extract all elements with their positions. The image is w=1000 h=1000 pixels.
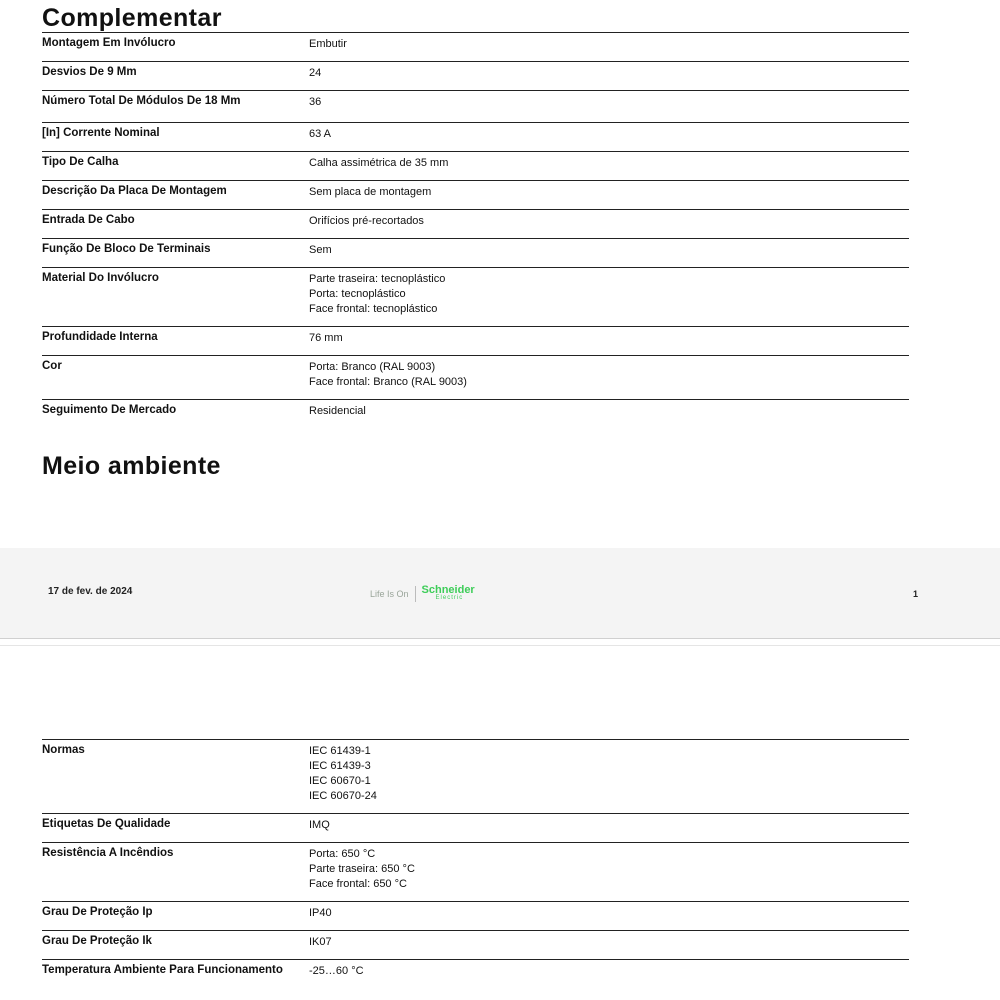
brand-name: Schneider — [421, 584, 475, 596]
schneider-logo — [422, 586, 475, 602]
spec-value-line: Sem — [309, 244, 332, 256]
page-divider-shadow — [0, 645, 1000, 646]
spec-label: Montagem Em Invólucro — [42, 37, 176, 49]
spec-label: Grau De Proteção Ik — [42, 935, 152, 947]
spec-row — [42, 32, 909, 61]
spec-label: Cor — [42, 360, 62, 372]
spec-value — [309, 66, 909, 83]
spec-value — [309, 95, 909, 115]
spec-label: Seguimento De Mercado — [42, 404, 177, 416]
spec-value-line: IMQ — [309, 819, 330, 831]
spec-value-line: 36 — [309, 96, 322, 108]
spec-table-meio-ambiente — [42, 739, 909, 999]
spec-value-line: 63 A — [309, 128, 332, 140]
brand-logo — [370, 585, 475, 603]
spec-value-line: IEC 61439-3 — [309, 760, 371, 772]
spec-row — [42, 842, 909, 901]
spec-value-line: Face frontal: 650 °C — [309, 878, 407, 890]
spec-label: Temperatura Ambiente Para Funcionamento — [42, 964, 283, 976]
page-number: 1 — [913, 589, 919, 599]
spec-row — [42, 267, 909, 326]
spec-row — [42, 326, 909, 355]
spec-value-line: Porta: 650 °C — [309, 848, 376, 860]
spec-value — [309, 127, 909, 144]
spec-value-line: IP40 — [309, 907, 332, 919]
spec-label: Tipo De Calha — [42, 156, 119, 168]
spec-row — [42, 209, 909, 238]
spec-label: Grau De Proteção Ip — [42, 906, 153, 918]
section-title-complementar: Complementar — [42, 4, 222, 32]
spec-label: Entrada De Cabo — [42, 214, 135, 226]
spec-row — [42, 930, 909, 959]
spec-label: Desvios De 9 Mm — [42, 66, 137, 78]
spec-table-complementar — [42, 32, 909, 428]
spec-row — [42, 151, 909, 180]
spec-value — [309, 906, 909, 923]
spec-row — [42, 813, 909, 842]
spec-value — [309, 744, 909, 806]
spec-value-line: Calha assimétrica de 35 mm — [309, 157, 449, 169]
spec-value — [309, 37, 909, 54]
spec-row — [42, 90, 909, 122]
spec-row — [42, 959, 909, 999]
spec-value — [309, 360, 909, 392]
spec-value — [309, 331, 909, 348]
spec-value-line: Orifícios pré-recortados — [309, 215, 424, 227]
page-divider — [0, 638, 1000, 639]
spec-value — [309, 214, 909, 231]
spec-value — [309, 156, 909, 173]
spec-row — [42, 901, 909, 930]
spec-row — [42, 61, 909, 90]
spec-value — [309, 935, 909, 952]
spec-value-line: Parte traseira: 650 °C — [309, 863, 415, 875]
spec-value-line: Face frontal: Branco (RAL 9003) — [309, 376, 467, 388]
spec-value — [309, 272, 909, 319]
spec-value-line: Porta: Branco (RAL 9003) — [309, 361, 436, 373]
spec-value-line: 24 — [309, 67, 322, 79]
spec-row — [42, 399, 909, 428]
page-footer — [0, 548, 1000, 638]
spec-row — [42, 238, 909, 267]
tagline: Life Is On — [370, 589, 409, 599]
spec-row — [42, 739, 909, 813]
spec-value-line: Porta: tecnoplástico — [309, 288, 406, 300]
spec-value — [309, 243, 909, 260]
logo-divider — [415, 586, 416, 602]
spec-value — [309, 818, 909, 835]
brand-sub: Electric — [435, 595, 464, 601]
spec-value-line: -25…60 °C — [309, 965, 364, 977]
spec-value-line: IK07 — [309, 936, 332, 948]
spec-label: Número Total De Módulos De 18 Mm — [42, 95, 241, 107]
spec-label: Material Do Invólucro — [42, 272, 159, 284]
spec-row — [42, 180, 909, 209]
spec-label: [In] Corrente Nominal — [42, 127, 160, 139]
spec-label: Normas — [42, 744, 85, 756]
spec-label: Etiquetas De Qualidade — [42, 818, 171, 830]
spec-value-line: IEC 61439-1 — [309, 745, 371, 757]
spec-row — [42, 122, 909, 151]
spec-value — [309, 847, 909, 894]
spec-label: Profundidade Interna — [42, 331, 158, 343]
spec-value-line: IEC 60670-1 — [309, 775, 371, 787]
spec-value-line: Embutir — [309, 38, 347, 50]
section-title-meio-ambiente: Meio ambiente — [42, 452, 221, 480]
spec-value-line: Residencial — [309, 405, 366, 417]
spec-value-line: Parte traseira: tecnoplástico — [309, 273, 446, 285]
spec-value — [309, 185, 909, 202]
spec-value-line: 76 mm — [309, 332, 343, 344]
spec-value-line: IEC 60670-24 — [309, 790, 377, 802]
spec-value — [309, 404, 909, 421]
spec-value-line: Face frontal: tecnoplástico — [309, 303, 438, 315]
footer-date: 17 de fev. de 2024 — [48, 586, 133, 597]
spec-value — [309, 964, 909, 992]
spec-row — [42, 355, 909, 399]
spec-label: Resistência A Incêndios — [42, 847, 174, 859]
spec-value-line: Sem placa de montagem — [309, 186, 432, 198]
spec-label: Função De Bloco De Terminais — [42, 243, 211, 255]
spec-label: Descrição Da Placa De Montagem — [42, 185, 227, 197]
